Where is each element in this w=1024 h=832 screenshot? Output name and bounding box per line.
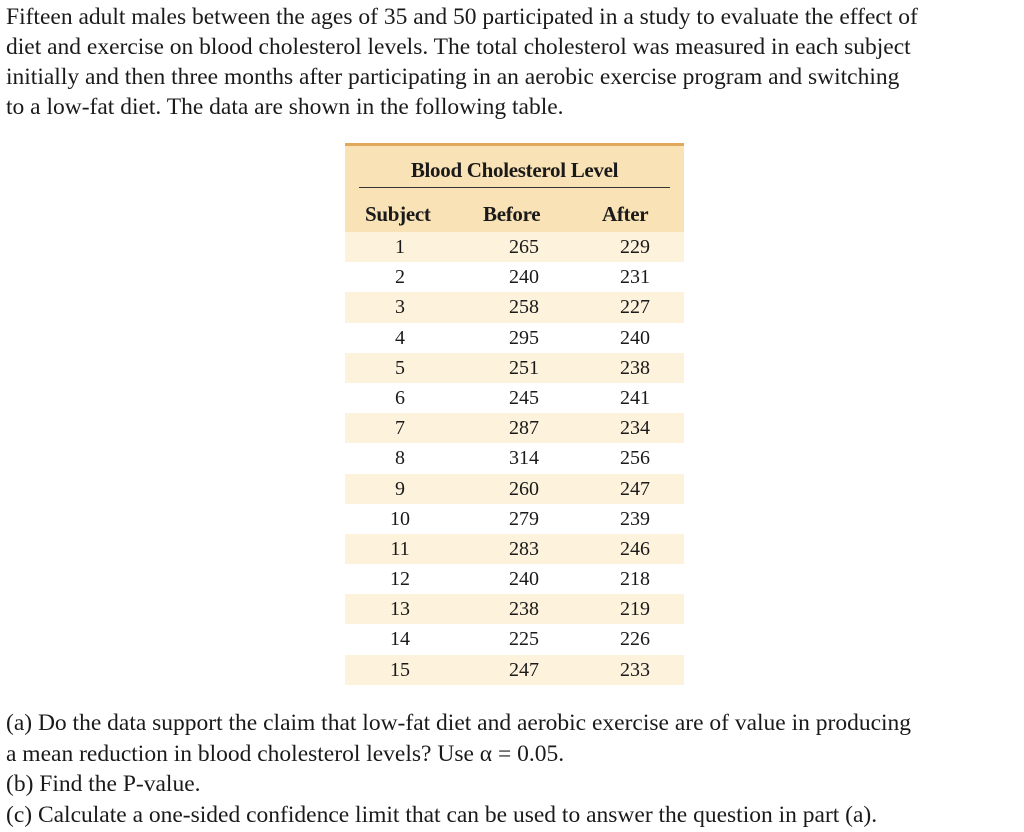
table-row	[345, 232, 684, 262]
after-cell: 246	[620, 537, 650, 560]
table-row	[345, 534, 684, 564]
intro-line: to a low-fat diet. The data are shown in the following table.	[6, 94, 564, 120]
before-cell: 247	[509, 658, 539, 681]
table-row	[345, 624, 684, 654]
intro-line: initially and then three months after participating in an aerobic exercise program and switching	[6, 64, 900, 90]
before-cell: 238	[509, 598, 539, 621]
before-cell: 245	[509, 386, 539, 409]
column-header-after: After	[602, 202, 649, 226]
table-row	[345, 564, 684, 594]
after-cell: 238	[620, 356, 650, 379]
problem-statement	[6, 2, 1022, 122]
table-row	[345, 655, 684, 685]
subject-cell: 14	[390, 628, 410, 651]
before-cell: 265	[509, 236, 539, 258]
subject-cell: 7	[395, 417, 405, 440]
table-row	[345, 594, 684, 624]
before-cell: 258	[509, 296, 539, 319]
before-cell: 225	[509, 628, 539, 651]
table-row	[345, 413, 684, 443]
subject-cell: 2	[395, 266, 405, 289]
after-cell: 227	[620, 296, 650, 319]
after-cell: 234	[620, 417, 650, 440]
table-row	[345, 504, 684, 534]
table-group-title: Blood Cholesterol Level	[410, 158, 619, 182]
after-cell: 218	[620, 568, 650, 591]
table-row	[345, 323, 684, 353]
subject-cell: 9	[395, 477, 405, 500]
before-cell: 279	[509, 507, 539, 530]
after-cell: 240	[620, 326, 650, 349]
after-cell: 233	[620, 658, 650, 681]
subject-cell: 15	[390, 658, 410, 681]
after-cell: 256	[620, 447, 650, 470]
question-list	[6, 708, 1022, 830]
column-header-before: Before	[483, 202, 541, 226]
subject-cell: 6	[395, 386, 405, 409]
subject-cell: 5	[395, 356, 405, 379]
after-cell: 226	[620, 628, 650, 651]
subject-cell: 13	[390, 598, 410, 621]
header-divider	[359, 187, 670, 188]
table-row	[345, 383, 684, 413]
question-line: (b) Find the P-value.	[6, 771, 201, 797]
table-row	[345, 443, 684, 473]
subject-cell: 4	[395, 326, 405, 349]
column-header-subject: Subject	[365, 202, 431, 226]
subject-cell: 12	[390, 568, 410, 591]
after-cell: 247	[620, 477, 650, 500]
question-line: (c) Calculate a one-sided confidence limit that can be used to answer the question in part (a).	[6, 801, 878, 828]
before-cell: 287	[509, 417, 539, 440]
before-cell: 295	[509, 326, 539, 349]
table-row	[345, 353, 684, 383]
intro-line: Fifteen adult males between the ages of 35 and 50 participated in a study to evaluate the effect of	[6, 4, 918, 30]
intro-line: diet and exercise on blood cholesterol levels. The total cholesterol was measured in each subject	[6, 34, 911, 60]
table-header	[345, 146, 684, 232]
subject-cell: 11	[390, 537, 410, 560]
after-cell: 239	[620, 507, 650, 530]
table-row	[345, 292, 684, 322]
subject-cell: 10	[390, 507, 410, 530]
table-body	[345, 232, 684, 685]
question-line: a mean reduction in blood cholesterol levels? Use α = 0.05.	[6, 740, 565, 767]
subject-cell: 3	[395, 296, 405, 319]
before-cell: 240	[509, 568, 539, 591]
subject-cell: 1	[395, 236, 405, 258]
before-cell: 240	[509, 266, 539, 289]
before-cell: 283	[509, 537, 539, 560]
before-cell: 251	[509, 356, 539, 379]
question-line: (a) Do the data support the claim that low-fat diet and aerobic exercise are of value in producing	[6, 710, 912, 736]
after-cell: 229	[620, 236, 650, 258]
after-cell: 219	[620, 598, 650, 621]
after-cell: 241	[620, 386, 650, 409]
after-cell: 231	[620, 266, 650, 289]
table-row	[345, 474, 684, 504]
subject-cell: 8	[395, 447, 405, 470]
cholesterol-table	[345, 143, 684, 682]
before-cell: 260	[509, 477, 539, 500]
before-cell: 314	[509, 447, 539, 470]
table-row	[345, 262, 684, 292]
